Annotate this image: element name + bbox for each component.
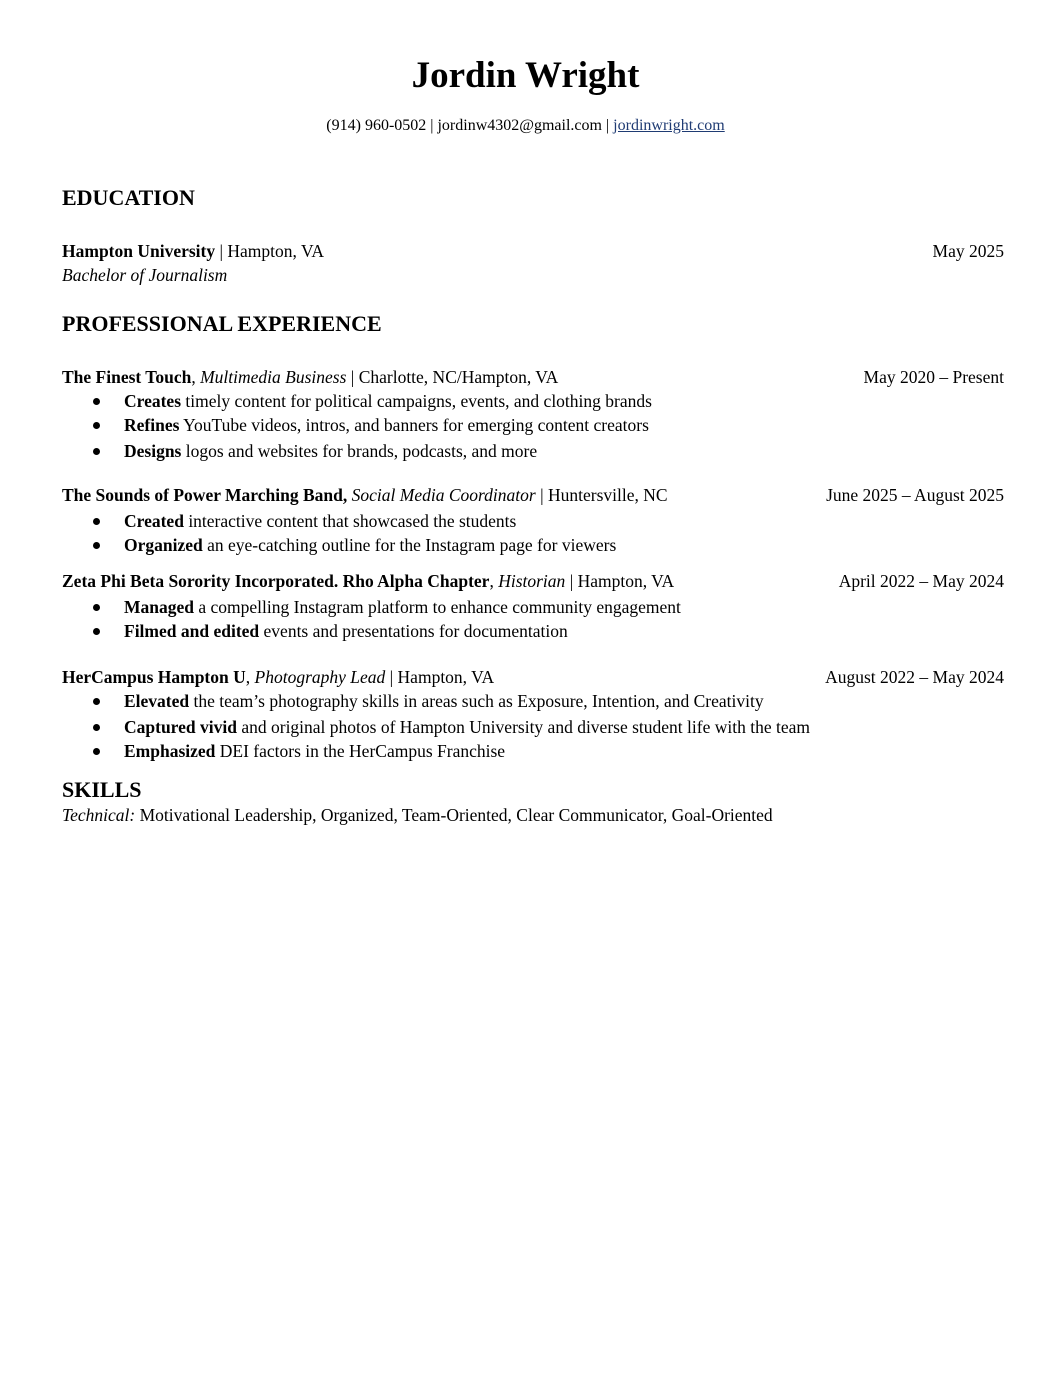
job-role: Social Media Coordinator — [351, 485, 536, 505]
bullet-text: YouTube videos, intros, and banners for emerging content creators — [179, 415, 649, 435]
website-link[interactable]: jordinwright.com — [613, 117, 725, 134]
bullet-verb: Created — [124, 511, 184, 531]
degree — [62, 264, 1004, 286]
skills-line — [62, 804, 1004, 826]
bullet-verb: Refines — [124, 415, 180, 435]
experience-heading: PROFESSIONAL EXPERIENCE — [62, 311, 382, 336]
separator: | — [350, 367, 355, 387]
job-header — [62, 484, 1004, 506]
separator: | — [569, 571, 574, 591]
job-bullet — [124, 740, 505, 762]
job-org: The Sounds of Power Marching Band, — [62, 485, 348, 505]
job-role: Photography Lead — [254, 667, 386, 687]
resume-name: Jordin Wright — [411, 55, 640, 96]
job-location: Hampton, VA — [577, 571, 675, 591]
job-bullet — [124, 690, 764, 712]
bullet-text: logos and websites for brands, podcasts, and more — [181, 441, 538, 461]
bullet-verb: Designs — [124, 441, 182, 461]
education-heading: EDUCATION — [62, 185, 195, 210]
bullet-text: interactive content that showcased the students — [183, 511, 517, 531]
job-header: Zeta Phi Beta Sorority Incorporated. Rho Alpha Chapter, Historian | Hampton, VA April 2022 – May 2024 — [62, 571, 1004, 591]
skills-heading: SKILLS — [62, 777, 142, 802]
bullet-text: DEI factors in the HerCampus Franchise — [215, 741, 506, 761]
job-header: The Finest Touch, Multimedia Business | Charlotte, NC/Hampton, VA May 2020 – Present — [62, 367, 1004, 387]
bullet-text: timely content for political campaigns, events, and clothing brands — [181, 391, 652, 411]
job-bullet — [124, 440, 537, 462]
bullet-verb: Filmed and edited — [124, 621, 260, 641]
job-date: June 2025 – August 2025 — [826, 485, 1004, 505]
bullet-verb: Organized — [124, 535, 203, 555]
education-entry — [62, 240, 1004, 262]
separator: | — [605, 117, 610, 134]
bullet-text: and original photos of Hampton University and diverse student life with the team — [236, 717, 810, 737]
job-date: April 2022 – May 2024 — [838, 571, 1004, 591]
skills-label: Technical: — [62, 805, 136, 825]
degree-text: Bachelor of Journalism — [62, 265, 228, 285]
email: jordinw4302@gmail.com — [437, 117, 602, 134]
job-location: Huntersville, NC — [547, 485, 668, 505]
job-location: Charlotte, NC/Hampton, VA — [358, 367, 559, 387]
contact-line — [0, 116, 1051, 136]
job-bullet — [124, 596, 681, 618]
separator: | — [389, 667, 394, 687]
phone: (914) 960-0502 — [326, 117, 427, 134]
job-org: Zeta Phi Beta Sorority Incorporated. Rho Alpha Chapter — [62, 571, 490, 591]
bullet-verb: Creates — [124, 391, 182, 411]
job-header: HerCampus Hampton U, Photography Lead | Hampton, VA August 2022 – May 2024 — [62, 667, 1004, 687]
job-role: Historian — [498, 571, 566, 591]
job-date: August 2022 – May 2024 — [825, 667, 1004, 687]
job-role: Multimedia Business — [200, 367, 347, 387]
job-org: The Finest Touch — [62, 367, 192, 387]
school-name: Hampton University — [62, 241, 216, 261]
bullet-verb: Emphasized — [124, 741, 216, 761]
separator: | — [430, 117, 434, 134]
bullet-text: events and presentations for documentation — [259, 621, 568, 641]
job-bullet — [124, 414, 649, 436]
bullet-verb: Captured vivid — [124, 717, 237, 737]
job-org: HerCampus Hampton U — [62, 667, 246, 687]
bullet-text: a compelling Instagram platform to enhance community engagement — [194, 597, 681, 617]
bullet-verb: Managed — [124, 597, 194, 617]
bullet-text: an eye-catching outline for the Instagram page for viewers — [202, 535, 617, 555]
bullet-verb: Elevated — [124, 691, 190, 711]
skills-text: Motivational Leadership, Organized, Team-Oriented, Clear Communicator, Goal-Oriented — [135, 805, 773, 825]
job-date: May 2020 – Present — [863, 367, 1004, 387]
school-location: Hampton, VA — [227, 241, 324, 261]
job-bullet — [124, 716, 810, 738]
job-bullet — [124, 534, 616, 556]
bullet-text: the team’s photography skills in areas such as Exposure, Intention, and Creativity — [189, 691, 764, 711]
separator: | — [219, 241, 224, 261]
job-bullet — [124, 510, 516, 532]
job-bullet — [124, 620, 568, 642]
job-bullet — [124, 390, 652, 412]
separator: | — [540, 485, 544, 505]
education-date: May 2025 — [932, 241, 1004, 261]
job-location: Hampton, VA — [397, 667, 495, 687]
